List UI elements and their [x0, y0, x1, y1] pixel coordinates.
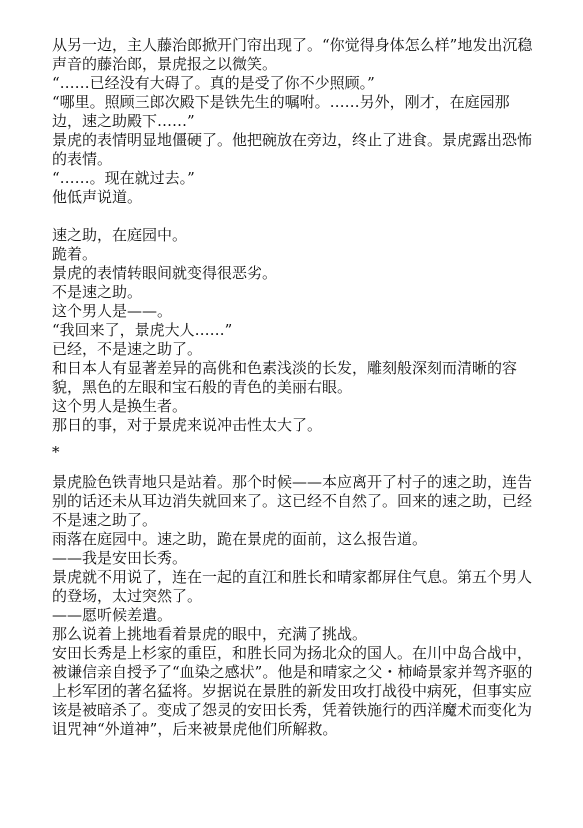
paragraph: 速之助，在庭园中。 — [52, 226, 188, 244]
separator-asterisk: * — [52, 443, 60, 461]
paragraph: 那么说着上挑地看着景虎的眼中，充满了挑战。 — [52, 625, 368, 643]
paragraph: 这个男人是换生者。 — [52, 397, 188, 415]
paragraph: 雨落在庭园中。速之助，跪在景虎的面前，这么报告道。 — [52, 530, 428, 548]
paragraph: 和日本人有显著差异的高佻和色素浅淡的长发，雕刻般深刻而清晰的容貌，黑色的左眼和宝石般的青色的美丽右眼。 — [52, 359, 518, 396]
blank-line — [52, 207, 533, 226]
paragraph: 已经，不是速之助了。 — [52, 340, 203, 358]
paragraph: 跪着。 — [52, 245, 98, 263]
paragraph: 安田长秀是上杉家的重臣，和胜长同为扬北众的国人。在川中岛合战中，被谦信亲自授予了“血染之感状”。他是和晴家之父・柿崎景家并驾齐驱的上杉军团的著名猛将。岁据说在景胜的新发田攻打战役中病死，但事实应该是被暗杀了。变成了怨灵的安田长秀，凭着铁施行的西洋魔术而变化为诅咒神“外道神”，后来被景虎他们所解救。 — [52, 644, 533, 738]
section-separator — [52, 435, 533, 473]
paragraph: 那日的事，对于景虎来说冲击性太大了。 — [52, 416, 323, 434]
paragraph: ——我是安田长秀。 — [52, 549, 188, 567]
paragraph: “哪里。照顾三郎次殿下是铁先生的嘱咐。……另外，刚才，在庭园那边，速之助殿下……” — [52, 93, 510, 130]
paragraph: 从另一边，主人藤治郎掀开门帘出现了。“你觉得身体怎么样”地发出沉稳声音的藤治郎，景虎报之以微笑。 — [52, 36, 533, 73]
paragraph: 景虎的表情转眼间就变得很恶劣。 — [52, 264, 278, 282]
paragraph: “……。现在就过去。” — [52, 169, 195, 187]
section-2 — [52, 226, 533, 435]
paragraph: 景虎脸色铁青地只是站着。那个时候——本应离开了村子的速之助，连告别的话还未从耳边消失就回来了。这已经不自然了。回来的速之助，已经不是速之助了。 — [52, 473, 533, 529]
paragraph: ——愿听候差遣。 — [52, 606, 173, 624]
paragraph: “我回来了，景虎大人……” — [52, 321, 233, 339]
paragraph: 景虎的表情明显地僵硬了。他把碗放在旁边，终止了进食。景虎露出恐怖的表情。 — [52, 131, 533, 168]
paragraph: 这个男人是——。 — [52, 302, 173, 320]
paragraph: 不是速之助。 — [52, 283, 143, 301]
paragraph: “……已经没有大碍了。真的是受了你不少照顾。” — [52, 74, 375, 92]
paragraph: 景虎就不用说了，连在一起的直江和胜长和晴家都屏住气息。第五个男人的登场，太过突然了。 — [52, 568, 533, 605]
paragraph: 他低声说道。 — [52, 188, 143, 206]
section-3 — [52, 473, 533, 739]
section-1 — [52, 36, 533, 207]
